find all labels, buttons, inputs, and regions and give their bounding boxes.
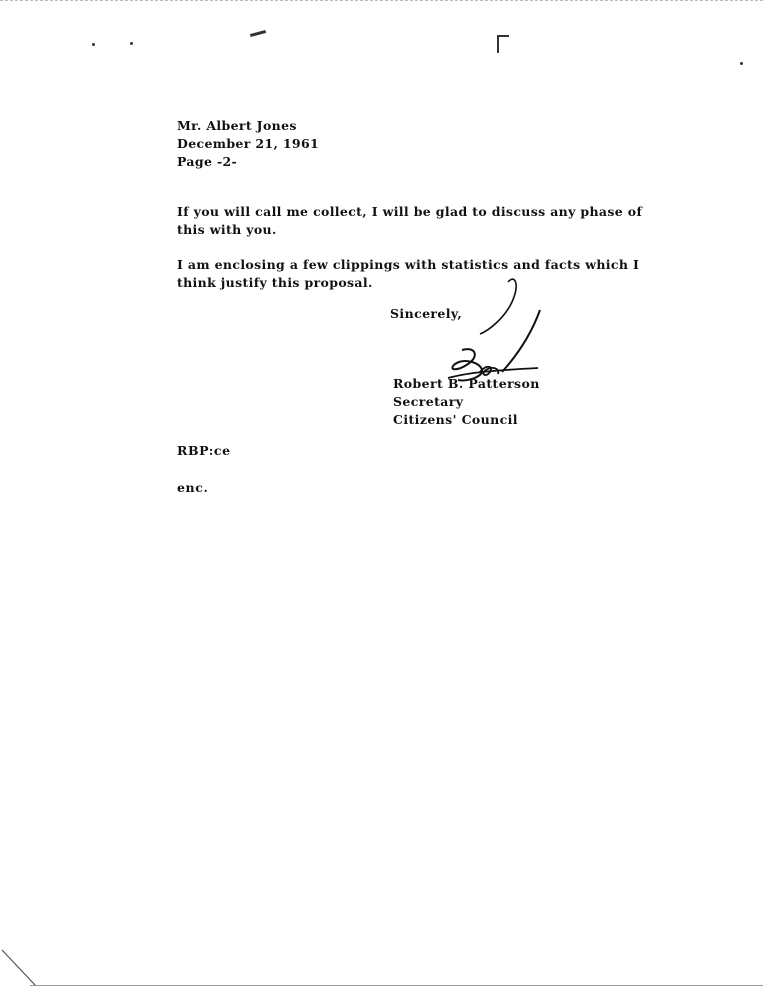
scan-mark	[250, 30, 266, 37]
enclosure-notation: enc.	[177, 480, 209, 495]
scan-mark	[740, 62, 743, 65]
scan-mark	[130, 42, 133, 45]
body-paragraph	[177, 256, 639, 292]
closing-salutation: Sincerely,	[390, 306, 463, 321]
paragraph-line: I am enclosing a few clippings with statistics and facts which I	[177, 257, 640, 272]
page-number: Page -2-	[177, 154, 238, 169]
scan-mark	[92, 43, 95, 46]
signer-title: Secretary	[393, 394, 464, 409]
paragraph-line: think justify this proposal.	[177, 275, 373, 290]
recipient-name: Mr. Albert Jones	[177, 118, 297, 133]
body-paragraph	[177, 203, 642, 239]
page-top-edge	[0, 0, 763, 5]
corner-scan-mark	[0, 940, 40, 990]
signature-block	[393, 375, 540, 429]
letter-header	[177, 117, 319, 171]
page-bottom-edge	[30, 985, 763, 988]
paragraph-line: this with you.	[177, 222, 277, 237]
paragraph-line: If you will call me collect, I will be glad to discuss any phase of	[177, 204, 643, 219]
scan-mark	[497, 35, 499, 53]
letter-date: December 21, 1961	[177, 136, 320, 151]
signer-name: Robert B. Patterson	[393, 376, 540, 391]
signer-organization: Citizens' Council	[393, 412, 518, 427]
reference-initials: RBP:ce	[177, 443, 231, 458]
